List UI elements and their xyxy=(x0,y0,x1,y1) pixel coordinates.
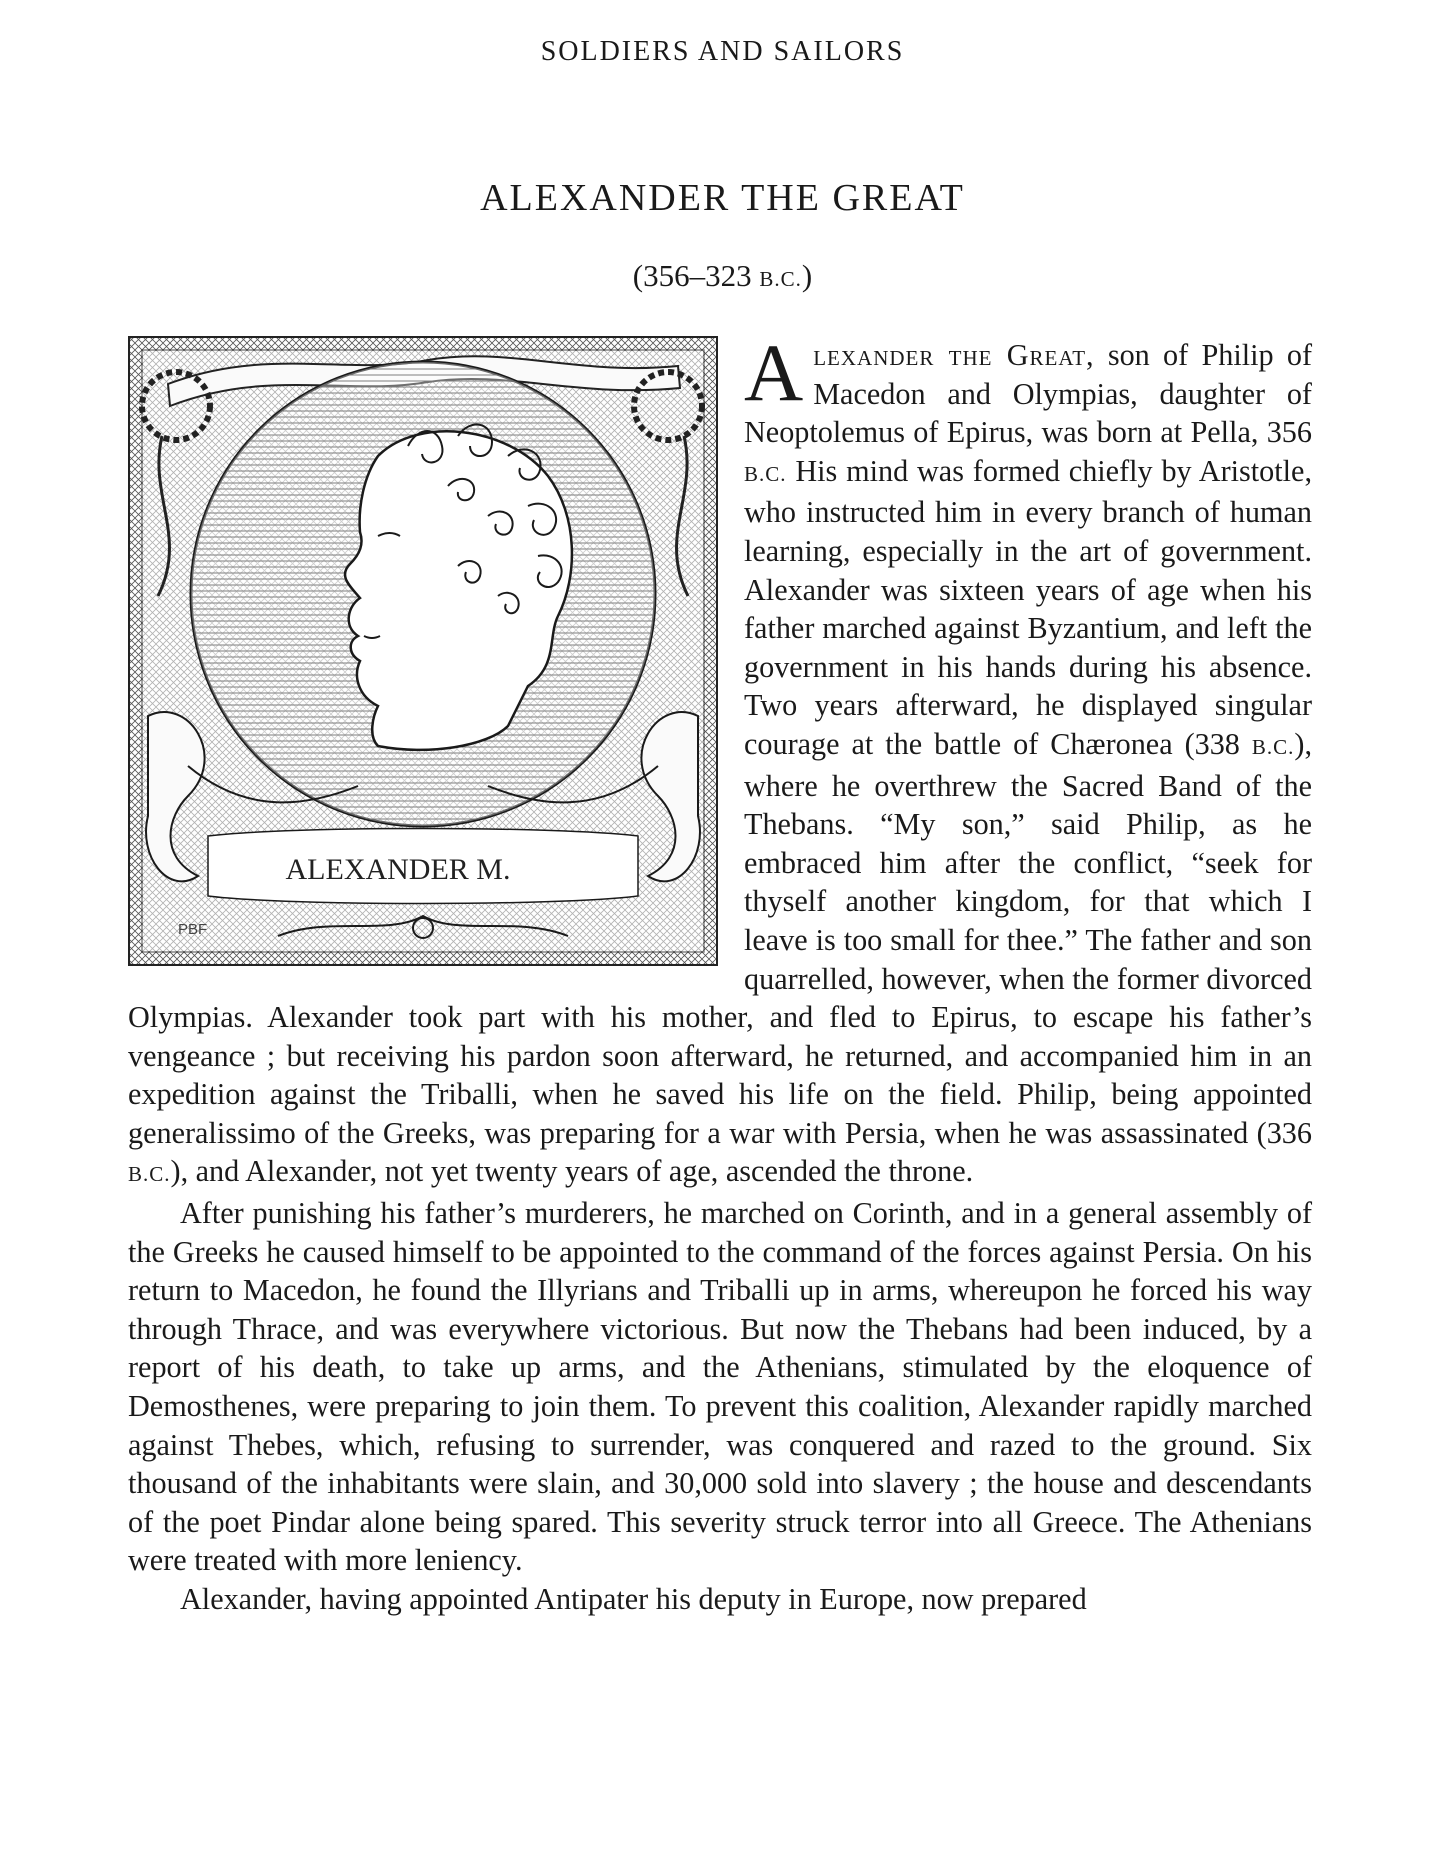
p1-part-b: His mind was formed chiefly by Aristotle, who instructed him in every branch of human learning, especially in the art of government. Alexander was sixteen years of age when his father marched against Byzantium, and left the government in his hands during his absence. Two years afterward, he displayed singular courage at the battle of Chæronea (338 xyxy=(744,453,1312,761)
life-dates xyxy=(0,258,1445,294)
portrait-engraving xyxy=(128,336,718,966)
p1-part-c: ), where he overthrew the Sacred Band of the Thebans. “My son,” said Philip, as he embraced him after the conflict, “seek for thyself another kingdom, for that which I leave is too small for thee.” The father and son quarrelled, however, when the former divorced Olympias. Alexander took part with his mother, and fled to Epirus, to escape his father’s vengeance ; but receiving his pardon soon afterward, he returned, and accompanied him in an expedition against the Triballi, when he saved his life on the field. Philip, being appointed generalissimo of the Greeks, was preparing for a war with Persia, when he was assassinated (336 xyxy=(128,726,1312,1150)
era-abbrev-2: B.C. xyxy=(1251,734,1295,759)
running-head: SOLDIERS AND SAILORS xyxy=(540,36,905,67)
paragraph-2: After punishing his father’s murderers, he marched on Corinth, and in a general assembly of the Greeks he caused himself to be appointed to the command of the forces against Persia. On his return to Macedon, he found the Illyrians and Triballi up in arms, whereupon he forced his way through Thrace, and was everywhere victorious. But now the Thebans had been induced, by a report of his death, to take up arms, and the Athenians, stimulated by the eloquence of Demosthenes, were preparing to join them. To prevent this coalition, Alexander rapidly marched against Thebes, which, refusing to surrender, was conquered and razed to the ground. Six thousand of the inhabitants were slain, and 30,000 sold into slavery ; the house and descendants of the poet Pindar alone being spared. This severity struck terror into all Greece. The Athenians were treated with more leniency. xyxy=(128,1196,1312,1578)
p1-part-a: son of Philip of Macedon and Olympias, daughter of Neoptolemus of Epirus, was born at Pella, 356 xyxy=(744,338,1312,450)
portrait-caption: ALEXANDER M. xyxy=(285,853,511,886)
dates-era: B.C. xyxy=(759,267,802,291)
paragraph-3: Alexander, having appointed Antipater his deputy in Europe, now prepared xyxy=(180,1582,1087,1616)
era-abbrev-1: B.C. xyxy=(744,461,787,486)
chapter-title: ALEXANDER THE GREAT xyxy=(480,177,965,219)
p1-part-d: ), and Alexander, not yet twenty years of age, ascended the throne. xyxy=(170,1154,974,1189)
lead-in: lexander the Great, xyxy=(813,338,1095,372)
dates-close: ) xyxy=(801,258,813,293)
drop-cap: A xyxy=(744,327,804,418)
engraver-monogram: PBF xyxy=(178,921,208,938)
dates-open: (356–323 xyxy=(632,258,760,293)
era-abbrev-3: B.C. xyxy=(128,1162,171,1187)
article-body xyxy=(128,327,1312,1619)
